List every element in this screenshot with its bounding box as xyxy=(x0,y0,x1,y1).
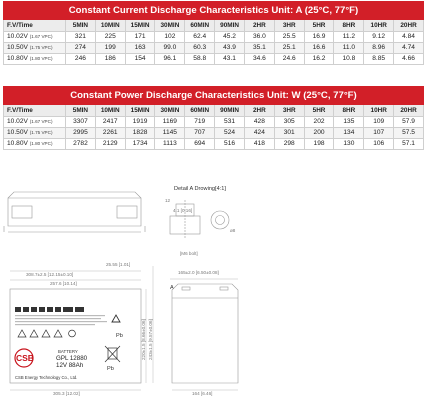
battery-word: BATTERY xyxy=(58,349,78,354)
table-cell: 4.84 xyxy=(394,32,424,43)
table-cell: 524 xyxy=(215,128,245,139)
column-header: F.V/Time xyxy=(4,105,66,117)
table-cell: 154 xyxy=(125,54,155,65)
table-cell: 246 xyxy=(66,54,96,65)
table-cell: 694 xyxy=(185,139,215,150)
table-cell: 45.2 xyxy=(215,32,245,43)
table-cell: 25.5 xyxy=(274,32,304,43)
table-cell: 57.9 xyxy=(394,117,424,128)
table-cell: 57.5 xyxy=(394,128,424,139)
table-row xyxy=(4,139,424,150)
brand-text: CSB xyxy=(16,353,34,363)
table-cell: 8.96 xyxy=(364,43,394,54)
table-cell: 16.2 xyxy=(304,54,334,65)
table-cell: 305 xyxy=(274,117,304,128)
dim-height-1: 220±1.5 [8.66±0.06] xyxy=(141,319,146,360)
table-cell: 516 xyxy=(215,139,245,150)
table-cell: 130 xyxy=(334,139,364,150)
column-header: 90MIN xyxy=(215,20,245,32)
column-header: 15MIN xyxy=(125,105,155,117)
column-header: 5MIN xyxy=(66,105,96,117)
column-header: 60MIN xyxy=(185,105,215,117)
table-cell: 8.85 xyxy=(364,54,394,65)
vpc-value: (1.67 VPC) xyxy=(29,119,53,124)
column-header: 30MIN xyxy=(155,20,185,32)
column-header: 30MIN xyxy=(155,105,185,117)
final-voltage-cell xyxy=(4,139,66,150)
column-header: 5HR xyxy=(304,20,334,32)
table-cell: 57.1 xyxy=(394,139,424,150)
table-cell: 418 xyxy=(244,139,274,150)
column-header: 8HR xyxy=(334,105,364,117)
table-cell: 1113 xyxy=(155,139,185,150)
detail-a-view xyxy=(170,200,200,238)
bolt-top-view xyxy=(211,211,229,229)
dim-top-right: 25.55 [1.01] xyxy=(106,262,131,267)
table-cell: 4.66 xyxy=(394,54,424,65)
column-header: 2HR xyxy=(244,20,274,32)
table-cell: 43.9 xyxy=(215,43,245,54)
table-cell: 424 xyxy=(244,128,274,139)
front-view-top xyxy=(4,192,145,232)
table-cell: 298 xyxy=(274,139,304,150)
column-header: 60MIN xyxy=(185,20,215,32)
final-voltage: 10.02V xyxy=(7,118,28,125)
table-cell: 1169 xyxy=(155,117,185,128)
warning-icons-row xyxy=(18,330,75,337)
dim-side-top: 165±2.0 [6.50±0.08] xyxy=(178,270,219,275)
table-cell: 2129 xyxy=(95,139,125,150)
dim-width-1: 308.7±2.5 [12.15±0.10] xyxy=(26,272,74,277)
vpc-value: (1.67 VPC) xyxy=(29,34,53,39)
table-cell: 11.2 xyxy=(334,32,364,43)
table-cell: 58.8 xyxy=(185,54,215,65)
table-cell: 428 xyxy=(244,117,274,128)
column-header: 20HR xyxy=(394,105,424,117)
power-discharge-table xyxy=(3,86,424,150)
table-row xyxy=(4,128,424,139)
table-cell: 9.12 xyxy=(364,32,394,43)
table-cell: 96.1 xyxy=(155,54,185,65)
table-cell: 34.6 xyxy=(244,54,274,65)
compliance-icons xyxy=(15,307,84,312)
table-row xyxy=(4,43,424,54)
vpc-value: (1.75 VPC) xyxy=(29,45,53,50)
final-voltage: 10.80V xyxy=(7,140,28,147)
table-cell: 198 xyxy=(304,139,334,150)
table-cell: 1828 xyxy=(125,128,155,139)
final-voltage-cell xyxy=(4,43,66,54)
table-cell: 4.74 xyxy=(394,43,424,54)
column-header: 5HR xyxy=(304,105,334,117)
table-cell: 35.1 xyxy=(244,43,274,54)
detail-title: Detail A Drowing[4:1] xyxy=(174,186,226,192)
final-voltage-cell xyxy=(4,54,66,65)
table-cell: 2995 xyxy=(66,128,96,139)
table-row xyxy=(4,117,424,128)
battery-dimension-drawing xyxy=(0,180,427,400)
vpc-value: (1.80 VPC) xyxy=(29,141,53,146)
table-cell: 109 xyxy=(364,117,394,128)
detail-label-8: ø8 xyxy=(230,228,236,233)
column-header: 15MIN xyxy=(125,20,155,32)
table-cell: 186 xyxy=(95,54,125,65)
column-header: 3HR xyxy=(274,20,304,32)
table-cell: 134 xyxy=(334,128,364,139)
final-voltage: 10.50V xyxy=(7,44,28,51)
label-fine-print xyxy=(15,315,107,325)
battery-rating: 12V 88Ah xyxy=(56,362,84,369)
final-voltage-cell xyxy=(4,128,66,139)
column-header: 3HR xyxy=(274,105,304,117)
final-voltage-cell xyxy=(4,32,66,43)
table-row xyxy=(4,54,424,65)
table-cell: 1145 xyxy=(155,128,185,139)
table-cell: 2782 xyxy=(66,139,96,150)
column-header: 8HR xyxy=(334,20,364,32)
table-cell: 3307 xyxy=(66,117,96,128)
battery-model: GPL 12880 xyxy=(56,355,88,362)
bolt-label: [M6 bolt] xyxy=(180,251,198,256)
table-cell: 16.6 xyxy=(304,43,334,54)
table-cell: 531 xyxy=(215,117,245,128)
recycle-icon xyxy=(112,315,120,322)
column-header: 10MIN xyxy=(95,105,125,117)
current-table-title: Constant Current Discharge Characteristics Unit: A (25°C, 77°F) xyxy=(4,2,424,20)
column-header: 10HR xyxy=(364,20,394,32)
table-cell: 1734 xyxy=(125,139,155,150)
table-cell: 10.8 xyxy=(334,54,364,65)
pb-mark-bin: Pb xyxy=(107,366,114,372)
table-cell: 99.0 xyxy=(155,43,185,54)
final-voltage-cell xyxy=(4,117,66,128)
table-cell: 225 xyxy=(95,32,125,43)
table-cell: 274 xyxy=(66,43,96,54)
table-cell: 1919 xyxy=(125,117,155,128)
detail-label-12: 12 xyxy=(165,198,171,203)
table-cell: 199 xyxy=(95,43,125,54)
table-cell: 107 xyxy=(364,128,394,139)
current-discharge-table xyxy=(3,1,424,65)
column-header: F.V/Time xyxy=(4,20,66,32)
pb-mark-front: Pb xyxy=(116,333,123,339)
dim-side-bottom: 164 [6.46] xyxy=(192,391,213,396)
crossed-bin-icon xyxy=(105,346,120,362)
table-cell: 163 xyxy=(125,43,155,54)
column-header: 10HR xyxy=(364,105,394,117)
detail-label-41: 4.1 [0.16] xyxy=(173,208,193,213)
column-header: 2HR xyxy=(244,105,274,117)
column-header: 5MIN xyxy=(66,20,96,32)
power-table-title: Constant Power Discharge Characteristics Unit: W (25°C, 77°F) xyxy=(4,87,424,105)
table-cell: 62.4 xyxy=(185,32,215,43)
table-cell: 43.1 xyxy=(215,54,245,65)
table-cell: 2261 xyxy=(95,128,125,139)
table-cell: 60.3 xyxy=(185,43,215,54)
final-voltage: 10.50V xyxy=(7,129,28,136)
vpc-value: (1.80 VPC) xyxy=(29,56,53,61)
table-cell: 321 xyxy=(66,32,96,43)
table-cell: 707 xyxy=(185,128,215,139)
side-marker: A xyxy=(170,285,174,291)
side-view xyxy=(172,284,238,383)
column-header: 10MIN xyxy=(95,20,125,32)
table-cell: 106 xyxy=(364,139,394,150)
table-cell: 25.1 xyxy=(274,43,304,54)
dim-bottom-width: 305.3 [12.02] xyxy=(53,391,80,396)
table-cell: 202 xyxy=(304,117,334,128)
battery-maker: CSB Energy Technology Co., Ltd. xyxy=(15,375,78,380)
table-cell: 36.0 xyxy=(244,32,274,43)
table-cell: 301 xyxy=(274,128,304,139)
table-cell: 102 xyxy=(155,32,185,43)
table-cell: 16.9 xyxy=(304,32,334,43)
table-cell: 719 xyxy=(185,117,215,128)
column-header: 90MIN xyxy=(215,105,245,117)
dim-height-2: 243±1.5 [9.57±0.06] xyxy=(148,319,153,360)
dim-width-2: 257.6 [10.14] xyxy=(50,281,77,286)
final-voltage: 10.02V xyxy=(7,33,28,40)
table-row xyxy=(4,32,424,43)
table-cell: 2417 xyxy=(95,117,125,128)
column-header: 20HR xyxy=(394,20,424,32)
final-voltage: 10.80V xyxy=(7,55,28,62)
table-cell: 171 xyxy=(125,32,155,43)
table-cell: 11.0 xyxy=(334,43,364,54)
table-cell: 24.6 xyxy=(274,54,304,65)
drawing-svg xyxy=(0,180,427,400)
csb-logo xyxy=(15,349,34,367)
table-cell: 135 xyxy=(334,117,364,128)
vpc-value: (1.75 VPC) xyxy=(29,130,53,135)
table-cell: 200 xyxy=(304,128,334,139)
